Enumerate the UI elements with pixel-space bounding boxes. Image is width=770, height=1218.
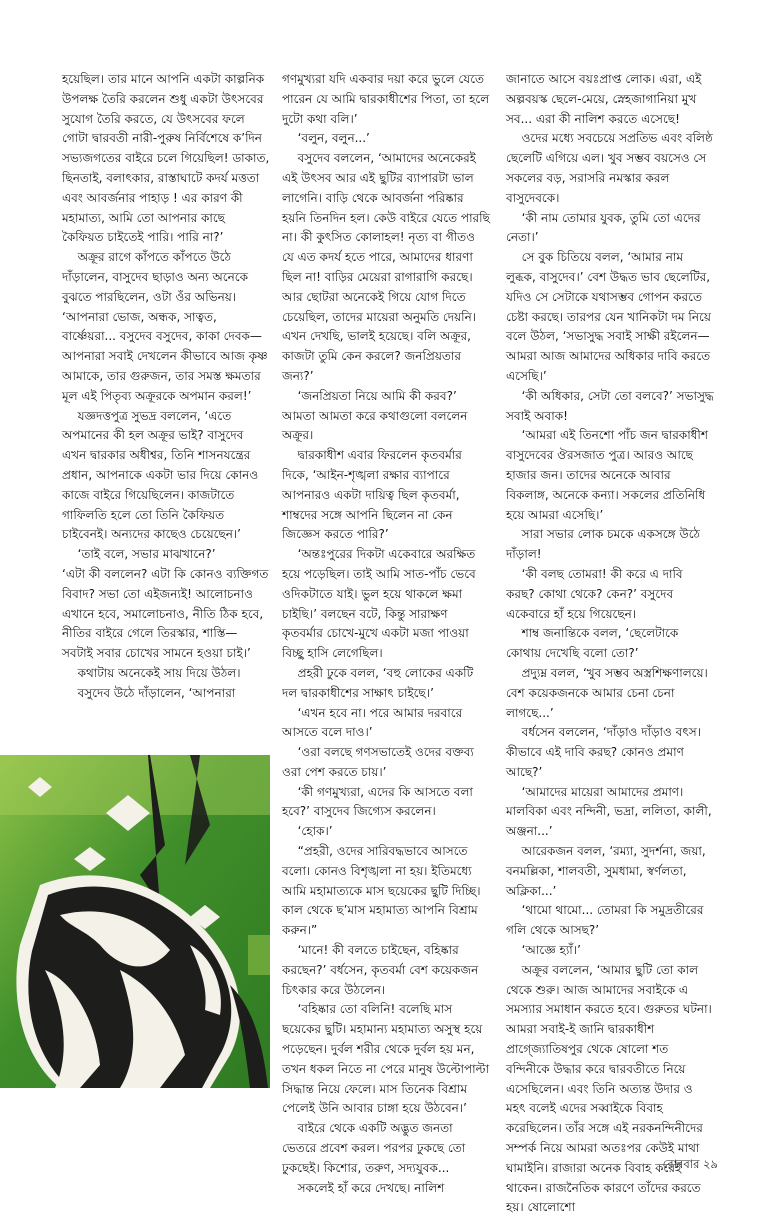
paragraph: ‘হোক।’ [297, 824, 333, 839]
paragraph: শাম্ব জনান্তিকে বলল, ‘ছেলেটাকে কোথায় দেখেছি বলো তো?’ [506, 626, 679, 661]
paragraph: বর্ধসেন বললেন, ‘দাঁড়াও দাঁড়াও বৎস। কীভাবে এই দাবি করছ? কোনও প্রমাণ আছে?’ [506, 725, 701, 779]
paragraph: ওদের মধ্যে সবচেয়ে সপ্রতিভ এবং বলিষ্ঠ ছেলেটি এগিয়ে এল। খুব সম্ভব বয়সেও সে সকলের বড়, সরাসরি নমস্কার করল বাসুদেবকে। [506, 131, 713, 205]
illustration [0, 755, 270, 1088]
paragraph: ‘এখন হবে না। পরে আমার দরবারে আসতে বলে দাও।’ [282, 705, 463, 740]
page-footer: রোববার ২৯ [662, 1157, 718, 1171]
paragraph: সারা সভার লোক চমকে একসঙ্গে উঠে দাঁড়াল! [506, 527, 700, 562]
paragraph: ‘আমাদের মায়েরা আমাদের প্রমাণ। মালবিকা এবং নন্দিনী, ভদ্রা, ললিতা, কালী, অঞ্জনা...’ [506, 784, 712, 839]
paragraph: “প্রহরী, ওদের সারিবদ্ধভাবে আসতে বলো। কোনও বিশৃঙ্খলা না হয়। ইতিমধ্যে আমি মহামাত্যকে মাস ছয়েকের ছুটি দিচ্ছি। কাল থেকে ছ’মাস মহামাত্য আপনি বিশ্রাম করুন।” [282, 844, 481, 938]
paragraph: ‘মানে! কী বলতে চাইছেন, বহিষ্কার করছেন?’ বর্ধসেন, কৃতবর্মা বেশ কয়েকজন চিৎকার করে উঠলেন। [282, 943, 479, 997]
paragraph: কথাটায় অনেকেই সায় দিয়ে উঠল। [77, 665, 241, 680]
paragraph: ‘কী বলছ তোমরা! কী করে এ দাবি করছ? কোথা থেকে? কেন?’ বসুদেব একেবারে হাঁ হয়ে গিয়েছেন। [506, 566, 683, 621]
paragraph: ‘জনপ্রিয়তা নিয়ে আমি কী করব?’ আমতা আমতা করে কথাগুলো বললেন অক্রূর। [282, 388, 468, 443]
paragraph: প্রদ্যুম্ন বলল, ‘খুব সম্ভব অস্ত্রশিক্ষণালয়ে। বেশ কয়েকজনকে আমার চেনা চেনা লাগছে...’ [506, 665, 708, 720]
paragraph: ‘কী গণমুখ্যরা, এদের কি আসতে বলা হবে?’ বাসুদেব জিগ্যেস করলেন। [282, 784, 473, 819]
text-column-3 [506, 70, 714, 1218]
paragraph: ‘অন্তঃপুরের দিকটা একেবারে অরক্ষিত হয়ে পড়েছিল। তাই আমি সাত-পাঁচ ভেবে ওদিকটাতে যাই। ভুল হয়ে থাকলে ক্ষমা চাইছি।’ বলছেন বটে, কিন্তু সারাক্ষণ কৃতবর্মার চোখে-মুখে একটা মজা পাওয়া বিচ্ছু হাসি লেগেছিল। [282, 547, 476, 661]
text-column-2 [282, 70, 490, 1198]
paragraph: বসুদেব বললেন, ‘আমাদের অনেকেরই এই উৎসব আর এই ছুটির ব্যাপারটা ভাল লাগেনি। বাড়ি থেকে আবর্জনা পরিষ্কার হয়নি তিনদিন হল। কেউ বাইরে যেতে পারছি না। কী কুৎসিত কোলাহল! নৃত্য বা গীতও যে এত কদর্য হতে পারে, আমাদের ধারণা ছিল না! বাড়ির মেয়েরা রাগারাগি করছে। আর ছোটরা অনেকেই গিয়ে যোগ দিতে চেয়েছিল, তাদের মায়েরা অনুমতি দেয়নি। এখন দেখছি, ভালই হয়েছে। বলি অক্রূর, কাজটা তুমি কেন করলে? জনপ্রিয়তার জন্য?’ [282, 151, 490, 383]
paragraph: আরেকজন বলল, ‘রম্যা, সুদর্শনা, জয়া, বনমল্লিকা, শালবতী, সুমধামা, স্বর্ণলতা, অক্লিকা...’ [506, 844, 706, 898]
text-column-1 [62, 70, 270, 704]
paragraph: ‘থামো থামো... তোমরা কি সমুদ্রতীরের গলি থেকে আসছ?’ [506, 903, 704, 938]
paragraph: অক্রূর বললেন, ‘আমার ছুটি তো কাল থেকে শুরু। আজ আমাদের সবাইকে এ সমস্যার সমাধান করতে হবে। গুরুতর ঘটনা। আমরা সবাই-ই জানি দ্বারকাধীশ প্রাগ্জ্যোতিষপুর থেকে ষোলো শত বন্দিনীকে উদ্ধার করে দ্বারবতীতে নিয়ে এসেছিলেন। এবং তিনি অত্যন্ত উদার ও মহৎ বলেই এদের সব্বাইকে বিবাহ করেছিলেন। তাঁর সঙ্গে এই নরকনন্দিনীদের সম্পর্ক নিয়ে আমরা অতঃপর কেউই মাথা ঘামাইনি। রাজারা অনেক বিবাহ করেই থাকেন। রাজনৈতিক কারণে তাঁদের করতে হয়। ষোলোশো [506, 962, 712, 1215]
paragraph: প্রহরী ঢুকে বলল, ‘বহু লোকের একটি দল দ্বারকাধীশের সাক্ষাৎ চাইছে।’ [282, 665, 474, 700]
paragraph: অক্রূর রাগে কাঁপতে কাঁপতে উঠে দাঁড়ালেন, বাসুদেব ছাড়াও অন্য অনেকে বুঝতে পারছিলেন, ওটা ওঁর অভিনয়। [62, 250, 248, 304]
paragraph: ‘আমরা এই তিনশো পাঁচ জন দ্বারকাধীশ বাসুদেবের ঔরসজাত পুত্র। আরও আছে হাজার জন। তাদের অনেকে আবার বিকলাঙ্গ, অনেকে কন্যা। সকলের প্রতিনিধি হয়ে আমরা এসেছি।’ [506, 428, 708, 522]
paragraph: জানাতে আসে বয়ঃপ্রাপ্ত লোক। এরা, এই অল্পবয়স্ক ছেলে-মেয়ে, স্নেহজাগানিয়া মুখ সব... এরা কী নালিশ করতে এসেছে! [506, 72, 702, 126]
paragraph: সকলেই হাঁ করে দেখছে। নালিশ [297, 1180, 445, 1195]
paragraph: দ্বারকাধীশ এবার ফিরলেন কৃতবর্মার দিকে, ‘আইন-শৃঙ্খলা রক্ষার ব্যাপারে আপনারও একটা দায়িত্ব ছিল কৃতবর্মা, শাম্বদের সঙ্গে আপনি ছিলেন না কেন জিজ্ঞেস করতে পারি?’ [282, 448, 462, 542]
paragraph: সে বুক চিতিয়ে বলল, ‘আমার নাম লুব্ধক, বাসুদেব।’ বেশ উদ্ধত ভাব ছেলেটির, যদিও সে সেটাকে যথাসম্ভব গোপন করতে চেষ্টা করছে। তারপর যেন খানিকটা দম নিয়ে বলে উঠল, ‘সভাসুদ্ধ সবাই সাক্ষী রইলেন— আমরা আজ আমাদের অধিকার দাবি করতে এসেছি।’ [506, 250, 711, 383]
paragraph: ‘বহিষ্কার তো বলিনি! বলেছি মাস ছয়েকের ছুটি। মহামান্য মহামাত্য অসুস্থ হয়ে পড়েছেন। দুর্বল শরীর থেকে দুর্বল হয় মন, তখন ধকল নিতে না পেরে মানুষ উল্টোপাল্টা সিদ্ধান্ত নিয়ে ফেলে। মাস তিনেক বিশ্রাম পেলেই উনি আবার চাঙ্গা হয়ে উঠবেন।’ [282, 1002, 490, 1116]
paragraph: ‘আজ্ঞে হ্যাঁ।’ [521, 943, 581, 958]
abstract-artwork [0, 755, 270, 1088]
paragraph: বসুদেব উঠে দাঁড়ালেন, ‘আপনারা [77, 685, 236, 700]
paragraph: ‘এটা কী বললেন? এটা কি কোনও ব্যক্তিগত বিবাদ? সভা তো এইজন্যই! আলোচনাও এখানে হবে, সমালোচনাও, নীতি ঠিক হবে, নীতির বাইরে গেলে তিরস্কার, শাস্তি— সবটাই সবার চোখের সামনে হওয়া চাই।’ [62, 566, 269, 661]
paragraph: ‘আপনারা ভোজ, অন্ধক, সাত্বত, বার্ষ্ণেয়রা... বসুদেব বসুদেব, কাকা দেবক— আপনারা সবাই দেখলেন কীভাবে আজ কৃষ্ণ আমাকে, তার গুরুজন, তার সমস্ত ক্ষমতার মূল এই পিতৃব্য অক্রূরকে অপমান করল!’ [62, 309, 268, 403]
paragraph: ‘কী অধিকার, সেটা তো বলবে?’ সভাসুদ্ধ সবাই অবাক! [506, 388, 714, 423]
paragraph: হয়েছিল। তার মানে আপনি একটা কাল্পনিক উপলক্ষ তৈরি করলেন শুধু একটা উৎসবের সুযোগ তৈরি করতে, যে উৎসবের ফলে গোটা দ্বারবতী নারী-পুরুষ নির্বিশেষে ক’দিন সভ্যজগতের বাইরে চলে গিয়েছিল! ডাকাত, ছিনতাই, বলাৎকার, রাস্তাঘাটে কদর্য মত্ততা এবং আবর্জনার পাহাড় ! এর কারণ কী মহামাত্য, আমি তো আপনার কাছে কৈফিয়ত চাইতেই পারি। পারি না?’ [62, 72, 270, 245]
paragraph: ‘ওরা বলছে গণসভাতেই ওদের বক্তব্য ওরা পেশ করতে চায়।’ [282, 745, 474, 779]
paragraph: গণমুখ্যরা যদি একবার দয়া করে ভুলে যেতে পারেন যে আমি দ্বারকাধীশের পিতা, তা হলে দুটো কথা বলি।’ [282, 72, 490, 126]
paragraph: ‘বলুন, বলুন...’ [297, 131, 370, 146]
paragraph: বাইরে থেকে একটি অদ্ভুত জনতা ভেতরে প্রবেশ করল। পরপর ঢুকছে তো ঢুকছেই। কিশোর, তরুণ, সদ্যযুবক... [282, 1121, 466, 1175]
paragraph: ‘কী নাম তোমার যুবক, তুমি তো এদের নেতা।’ [506, 210, 701, 245]
paragraph: ‘তাই বলে, সভার মাঝখানে?’ [77, 547, 216, 562]
paragraph: যজ্ঞদত্তপুত্র সুভদ্র বললেন, ‘এতে অপমানের কী হল অক্রূর ভাই? বাসুদেব এখন দ্বারকার অধীশ্বর, তিনি শাসনযন্ত্রের প্রধান, আপনাকে একটা ভার দিয়ে কোনও কাজে বাইরে গিয়েছিলেন। কাজটাতে গাফিলতি হলে তো তিনি কৈফিয়ত চাইবেনই। অন্যদের কাছেও চেয়েছেন।’ [62, 408, 259, 542]
